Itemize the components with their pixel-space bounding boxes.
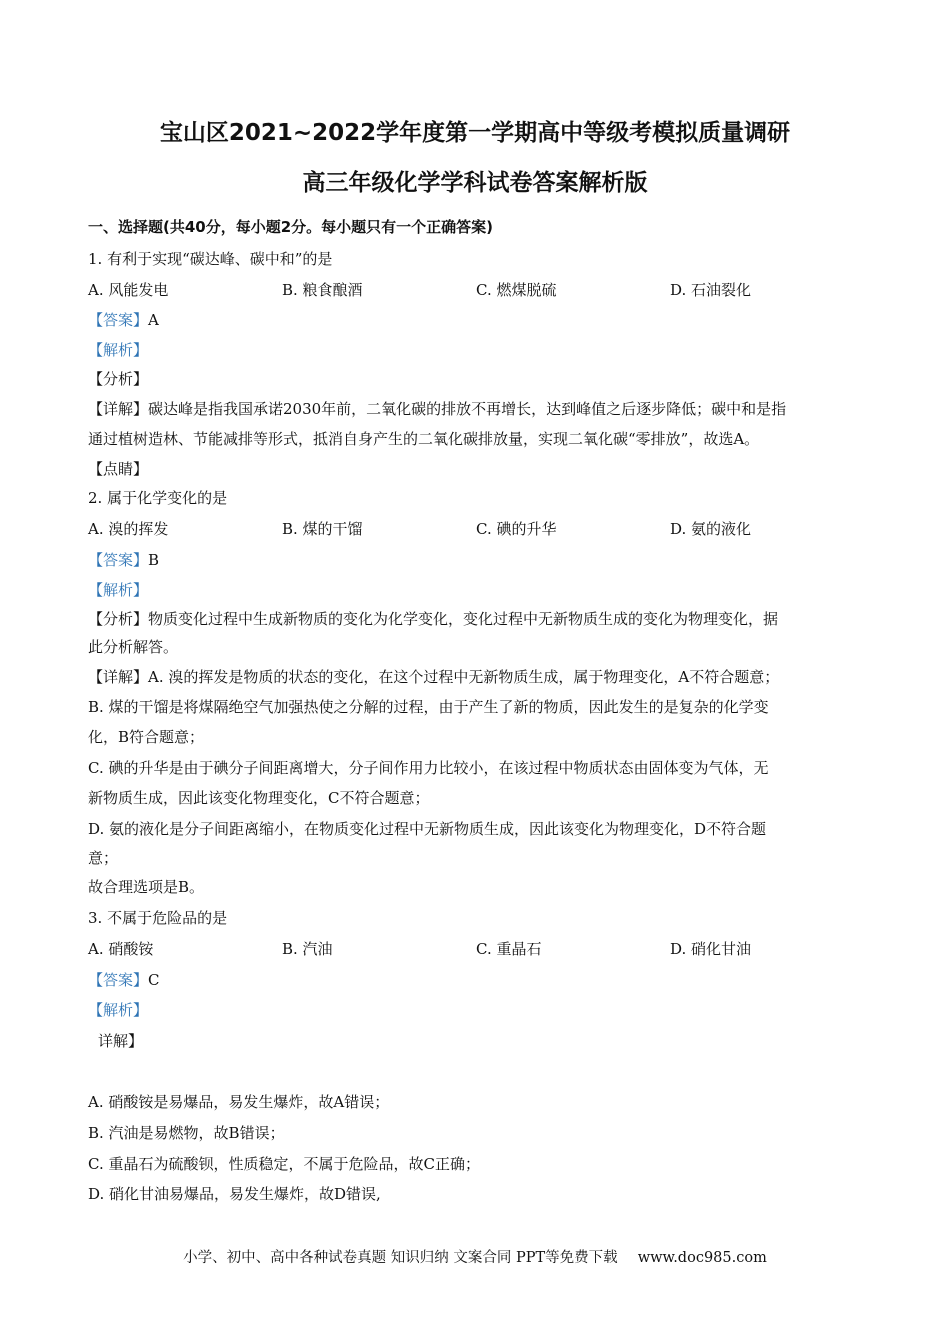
doc-title: 宝山区2021~2022学年度第一学期高中等级考模拟质量调研 (159, 120, 791, 146)
q1-jiexi-label: 【解析】 (88, 341, 149, 359)
page-footer (0, 1246, 950, 1267)
q3-option-b: B. 汽油 (282, 940, 333, 958)
q3-answer (88, 970, 160, 990)
q1-fenxi-label: 【分析】 (88, 370, 149, 388)
q3-option-a: A. 硝酸铵 (88, 940, 154, 958)
answer-label: 【答案】 (88, 971, 149, 989)
q1-option-d: D. 石油裂化 (670, 281, 752, 299)
footer-text: 小学、初中、高中各种试卷真题 知识归纳 文案合同 PPT等免费下载 (183, 1250, 618, 1266)
q2-jiexi-label: 【解析】 (88, 581, 149, 599)
q3-option-c: C. 重晶石 (476, 940, 542, 958)
q3-detail-line: D. 硝化甘油易爆品，易发生爆炸，故D错误, (88, 1185, 381, 1203)
answer-value: A (148, 311, 159, 329)
q2-answer (88, 550, 159, 570)
q2-analysis-line: 【分析】物质变化过程中生成新物质的变化为化学变化，变化过程中无新物质生成的变化为物理变化，据 (88, 610, 779, 628)
q2-detail-line: 故合理选项是B。 (88, 878, 205, 896)
answer-value: C (148, 971, 160, 989)
q1-dianjing-label: 【点睛】 (88, 460, 149, 478)
q3-option-d: D. 硝化甘油 (670, 940, 752, 958)
q3-jiexi-label: 【解析】 (88, 1001, 149, 1019)
q2-option-b: B. 煤的干馏 (282, 520, 363, 538)
q2-option-c: C. 碘的升华 (476, 520, 557, 538)
answer-label: 【答案】 (88, 311, 149, 329)
q1-option-b: B. 粮食酿酒 (282, 281, 363, 299)
q1-option-a: A. 风能发电 (88, 281, 169, 299)
q1-detail-line: 通过植树造林、节能减排等形式，抵消自身产生的二氧化碳排放量，实现二氧化碳“零排放”，故选A。 (88, 430, 760, 448)
footer-link[interactable]: www.doc985.com (637, 1250, 767, 1266)
q1-detail-line: 【详解】碳达峰是指我国承诺2030年前，二氧化碳的排放不再增长，达到峰值之后逐步降低；碳中和是指 (88, 400, 787, 418)
q2-option-d: D. 氨的液化 (670, 520, 752, 538)
q2-detail-line: 新物质生成，因此该变化物理变化，C不符合题意； (88, 789, 430, 807)
q3-detail-line: B. 汽油是易燃物，故B错误； (88, 1124, 285, 1142)
q2-detail-line: 意； (88, 849, 119, 867)
q3-detail-line: A. 硝酸铵是易爆品，易发生爆炸，故A错误； (88, 1093, 390, 1111)
q2-stem: 2. 属于化学变化的是 (88, 489, 228, 507)
q1-stem: 1. 有利于实现“碳达峰、碳中和”的是 (88, 250, 333, 268)
section-heading: 一、选择题(共40分，每小题2分。每小题只有一个正确答案) (88, 218, 494, 236)
q2-detail-line: C. 碘的升华是由于碘分子间距离增大，分子间作用力比较小，在该过程中物质状态由固体变为气体，无 (88, 759, 769, 777)
q2-analysis-line: 此分析解答。 (88, 638, 179, 656)
q2-detail-line: 【详解】A. 溴的挥发是物质的状态的变化，在这个过程中无新物质生成，属于物理变化，A不符合题意； (88, 668, 780, 686)
q3-stem: 3. 不属于危险品的是 (88, 909, 228, 927)
q1-answer (88, 310, 159, 330)
q3-detail-line: C. 重晶石为硫酸钡，性质稳定，不属于危险品，故C正确； (88, 1155, 480, 1173)
answer-label: 【答案】 (88, 551, 149, 569)
q2-detail-line: B. 煤的干馏是将煤隔绝空气加强热使之分解的过程，由于产生了新的物质，因此发生的是复杂的化学变 (88, 698, 769, 716)
q3-xiangjie-label: 详解】 (98, 1032, 144, 1050)
q1-option-c: C. 燃煤脱硫 (476, 281, 557, 299)
doc-subtitle: 高三年级化学学科试卷答案解析版 (302, 170, 648, 196)
q2-detail-line: 化，B符合题意； (88, 728, 205, 746)
answer-value: B (148, 551, 160, 569)
q2-detail-line: D. 氨的液化是分子间距离缩小，在物质变化过程中无新物质生成，因此该变化为物理变化，D不符合题 (88, 820, 767, 838)
q2-option-a: A. 溴的挥发 (88, 520, 169, 538)
